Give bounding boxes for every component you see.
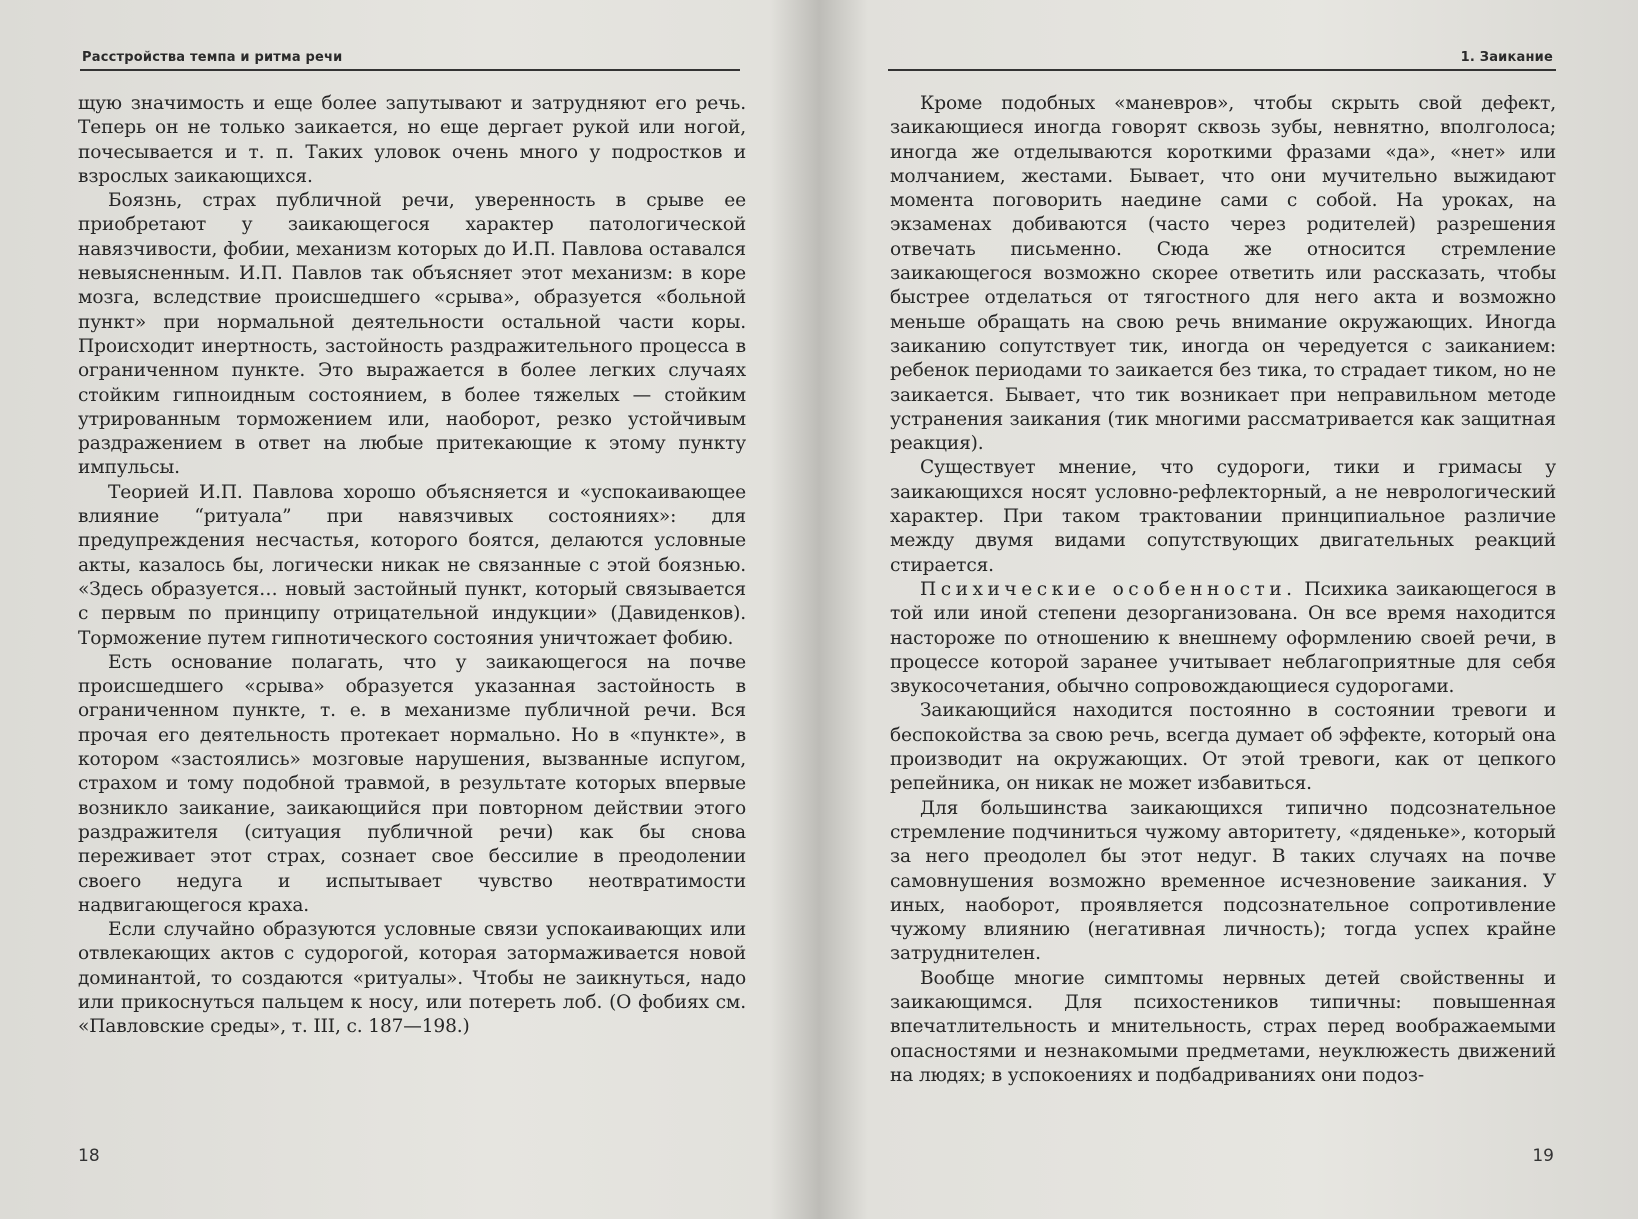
paragraph: Если случайно образуются условные связи успокаивающих или отвлекающих актов с судорогой, которая затормаживается новой доминантой, то создаются «ритуалы». Чтобы не заикнуться, надо или прикоснуться пальцем к носу, или потереть лоб. (О фобиях см. «Павловские среды», т. III, с. 187—198.) — [78, 919, 746, 1038]
right-page-body — [890, 92, 1556, 1088]
paragraph: Кроме подобных «маневров», чтобы скрыть свой дефект, заикающиеся иногда говорят сквозь зубы, невнятно, вполголоса; иногда же отделываются короткими фразами «да», «нет» или молчанием, жестами. Бывает, что они мучительно выжидают момента поговорить наедине сами с собой. На уроках, на экзаменах добиваются (часто через родителей) разрешения отвечать письменно. Сюда же относится стремление заикающегося возможно скорее ответить или рассказать, чтобы быстрее отделаться от тягостного для него акта и возможно меньше обращать на свою речь внимание окружающих. Иногда заиканию сопутствует тик, иногда он чередуется с заиканием: ребенок периодами то заикается без тика, то страдает тиком, но не заикается. Бывает, что тик возникает при неправильном методе устранения заикания (тик многими рассматривается как защитная реакция). — [890, 93, 1556, 455]
header-rule-left — [80, 69, 740, 71]
spaced-heading: Психические особенности. — [920, 578, 1297, 600]
paragraph: щую значимость и еще более запутывают и затрудняют его речь. Теперь он не только заикается, но еще дергает рукой или ногой, почесывается и т. п. Таких уловок очень много у подростков и взрослых заикающихся. — [78, 93, 746, 187]
paragraph: Вообще многие симптомы нервных детей свойственны и заикающимся. Для психостеников типичны: повышенная впечатлительность и мнительность, страх перед воображаемыми опасностями и незнакомыми предметами, неуклюжесть движений на людях; в успокоениях и подбадриваниях они подоз- — [890, 967, 1556, 1086]
paragraph: Для большинства заикающихся типично подсознательное стремление подчиниться чужому авторитету, «дяденьке», который за него преодолел бы этот недуг. В таких случаях на почве самовнушения возможно временное исчезновение заикания. У иных, наоборот, проявляется подсознательное сопротивление чужому влиянию (негативная личность); тогда успех крайне затруднителен. — [890, 797, 1556, 965]
left-page-body — [78, 92, 746, 1040]
paragraph: Боязнь, страх публичной речи, уверенность в срыве ее приобретают у заикающегося характер патологической навязчивости, фобии, механизм которых до И.П. Павлова оставался невыясненным. И.П. Павлов так объясняет этот механизм: в коре мозга, вследствие происшедшего «срыва», образуется «больной пункт» при нормальной деятельности остальной части коры. Происходит инертность, застойность раздражительного процесса в ограниченном пункте. Это выражается в более легких случаях стойким гипноидным состоянием, в более тяжелых — стойким утрированным торможением или, наоборот, резко устойчивым раздражением в ответ на любые притекающие к этому пункту импульсы. — [78, 190, 746, 479]
spaced-paragraph — [890, 578, 1556, 699]
page-number-right: 19 — [1532, 1146, 1554, 1166]
page-number-left: 18 — [78, 1146, 100, 1166]
paragraph: Заикающийся находится постоянно в состоянии тревоги и беспокойства за свою речь, всегда думает об эффекте, который она производит на окружающих. От этой тревоги, как от цепкого репейника, он никак не может избавиться. — [890, 700, 1556, 795]
right-page — [826, 0, 1638, 1219]
paragraph: Есть основание полагать, что у заикающегося на почве происшедшего «срыва» образуется указанная застойность в ограниченном пункте, т. е. в механизме публичной речи. Вся прочая его деятельность протекает нормально. Но в «пункте», в котором «застоялись» мозговые нарушения, вызванные испугом, страхом и тому подобной травмой, в результате которых впервые возникло заикание, заикающийся при повторном действии этого раздражителя (ситуация публичной речи) как бы снова переживает этот страх, сознает свое бессилие в преодолении своего недуга и испытывает чувство неотвратимости надвигающегося краха. — [78, 651, 746, 916]
running-head-right: 1. Заикание — [1460, 50, 1553, 65]
left-page — [0, 0, 812, 1219]
running-head-left: Расстройства темпа и ритма речи — [82, 50, 343, 65]
header-rule-right — [888, 69, 1556, 71]
spaced-paragraph-text: Психика заикающегося в той или иной степени дезорганизована. Он все время находится настороже по отношению к внешнему оформлению своей речи, в процессе которой заранее учитывает неблагоприятные для себя звукосочетания, обычно сопровождающиеся судорогами. — [890, 578, 1556, 698]
paragraph: Существует мнение, что судороги, тики и гримасы у заикающихся носят условно-рефлекторный, а не неврологический характер. При таком трактовании принципиальное различие между двумя видами сопутствующих двигательных реакций стирается. — [890, 457, 1556, 576]
paragraph: Теорией И.П. Павлова хорошо объясняется и «успокаивающее влияние “ритуала” при навязчивых состояниях»: для предупреждения несчастья, которого боятся, делаются условные акты, казалось бы, логически никак не связанные с этой боязнью. «Здесь образуется… новый застойный пункт, который связывается с первым по принципу отрицательной индукции» (Давиденков). Торможение путем гипнотического состояния уничтожает фобию. — [78, 481, 746, 649]
